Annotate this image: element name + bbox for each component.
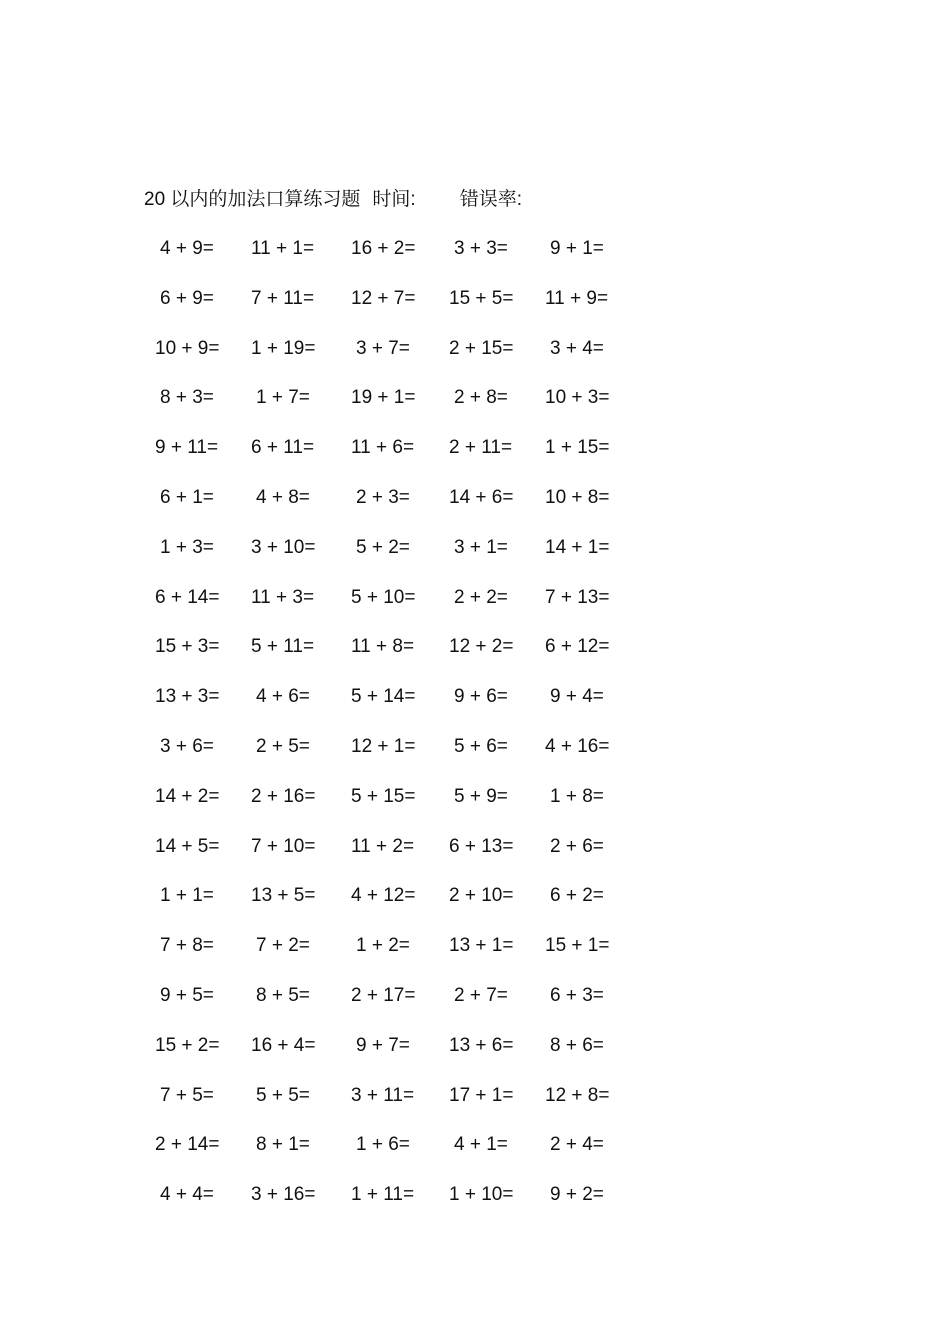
addition-problem: 9 + 4=: [550, 686, 604, 708]
addition-problem: 3 + 7=: [356, 337, 410, 359]
addition-problem: 15 + 2=: [155, 1034, 220, 1056]
addition-problem: 2 + 5=: [256, 735, 310, 757]
error-rate-label: 错误率:: [459, 189, 522, 210]
addition-problem: 4 + 8=: [256, 486, 310, 508]
addition-problem: 7 + 2=: [256, 935, 310, 957]
addition-problem: 2 + 4=: [550, 1134, 604, 1156]
addition-problem: 2 + 8=: [454, 387, 508, 409]
addition-problem: 4 + 6=: [256, 686, 310, 708]
addition-problem: 16 + 4=: [251, 1034, 316, 1056]
addition-problem: 2 + 15=: [449, 337, 514, 359]
addition-problem: 8 + 6=: [550, 1034, 604, 1056]
worksheet-header: [144, 186, 522, 214]
addition-problem: 14 + 1=: [545, 536, 610, 558]
addition-problem: 5 + 10=: [351, 586, 416, 608]
addition-problem: 5 + 2=: [356, 536, 410, 558]
addition-problem: 2 + 10=: [449, 885, 514, 907]
addition-problem: 3 + 16=: [251, 1184, 316, 1206]
addition-problem: 6 + 3=: [550, 984, 604, 1006]
addition-problem: 4 + 1=: [454, 1134, 508, 1156]
addition-problem: 1 + 2=: [356, 935, 410, 957]
addition-problem: 5 + 15=: [351, 785, 416, 807]
addition-problem: 1 + 1=: [160, 885, 214, 907]
addition-problem: 2 + 11=: [449, 437, 513, 459]
addition-problem: 2 + 14=: [155, 1134, 220, 1156]
addition-problem: 6 + 11=: [251, 437, 315, 459]
addition-problem: 8 + 3=: [160, 387, 214, 409]
addition-problem: 7 + 11=: [251, 287, 315, 309]
addition-problem: 3 + 6=: [160, 735, 214, 757]
addition-problem: 6 + 2=: [550, 885, 604, 907]
addition-problem: 9 + 1=: [550, 238, 604, 259]
addition-problem: 6 + 13=: [449, 835, 514, 857]
addition-problem: 5 + 11=: [251, 636, 315, 658]
addition-problem: 14 + 5=: [155, 835, 220, 857]
addition-problem: 4 + 4=: [160, 1184, 214, 1206]
addition-problem: 1 + 8=: [550, 785, 604, 807]
addition-problem: 4 + 9=: [160, 238, 214, 259]
addition-problem: 16 + 2=: [351, 238, 416, 259]
addition-problem: 1 + 10=: [449, 1184, 514, 1206]
addition-problem: 4 + 16=: [545, 735, 610, 757]
addition-problem: 14 + 6=: [449, 486, 514, 508]
addition-problem: 15 + 1=: [545, 935, 610, 957]
addition-problem: 13 + 5=: [251, 885, 316, 907]
addition-problem: 13 + 3=: [155, 686, 220, 708]
addition-problem: 11 + 3=: [251, 586, 315, 608]
addition-problem: 1 + 15=: [545, 437, 610, 459]
addition-problem: 13 + 6=: [449, 1034, 514, 1056]
addition-problem: 9 + 6=: [454, 686, 508, 708]
addition-problem: 11 + 1=: [251, 238, 315, 259]
addition-problem: 9 + 7=: [356, 1034, 410, 1056]
addition-problem: 2 + 6=: [550, 835, 604, 857]
addition-problem: 10 + 8=: [545, 486, 610, 508]
addition-problem: 2 + 2=: [454, 586, 508, 608]
addition-problem: 11 + 9=: [545, 287, 609, 309]
addition-problem: 3 + 10=: [251, 536, 316, 558]
addition-problem: 9 + 11=: [155, 437, 219, 459]
addition-problem: 1 + 7=: [256, 387, 310, 409]
addition-problem: 2 + 17=: [351, 984, 416, 1006]
addition-problem: 12 + 1=: [351, 735, 416, 757]
time-label: 时间:: [372, 189, 416, 210]
addition-problem: 1 + 11=: [351, 1184, 415, 1206]
worksheet-title: 20 以内的加法口算练习题: [144, 189, 361, 210]
addition-problem: 8 + 5=: [256, 984, 310, 1006]
addition-problem: 12 + 7=: [351, 287, 416, 309]
addition-problem: 12 + 2=: [449, 636, 514, 658]
addition-problem: 2 + 16=: [251, 785, 316, 807]
addition-problem: 12 + 8=: [545, 1084, 610, 1106]
addition-problem: 7 + 13=: [545, 586, 610, 608]
addition-problem: 3 + 4=: [550, 337, 604, 359]
addition-problem: 9 + 2=: [550, 1184, 604, 1206]
addition-problem: 1 + 6=: [356, 1134, 410, 1156]
addition-problem: 6 + 14=: [155, 586, 220, 608]
addition-problem: 17 + 1=: [449, 1084, 514, 1106]
addition-problem: 10 + 3=: [545, 387, 610, 409]
addition-problem: 19 + 1=: [351, 387, 416, 409]
addition-problem: 5 + 14=: [351, 686, 416, 708]
addition-problem: 6 + 1=: [160, 486, 214, 508]
addition-problem: 3 + 11=: [351, 1084, 415, 1106]
addition-problem: 14 + 2=: [155, 785, 220, 807]
addition-problem: 11 + 8=: [351, 636, 415, 658]
addition-problem: 13 + 1=: [449, 935, 514, 957]
addition-problem: 1 + 3=: [160, 536, 214, 558]
addition-problem: 2 + 7=: [454, 984, 508, 1006]
addition-problem: 6 + 9=: [160, 287, 214, 309]
addition-problem: 5 + 6=: [454, 735, 508, 757]
addition-problem: 8 + 1=: [256, 1134, 310, 1156]
addition-problem: 6 + 12=: [545, 636, 610, 658]
addition-problem: 1 + 19=: [251, 337, 316, 359]
addition-problem: 11 + 6=: [351, 437, 415, 459]
addition-problem: 10 + 9=: [155, 337, 220, 359]
addition-problem: 7 + 8=: [160, 935, 214, 957]
addition-problem: 7 + 10=: [251, 835, 316, 857]
addition-problem: 3 + 1=: [454, 536, 508, 558]
addition-problem: 9 + 5=: [160, 984, 214, 1006]
addition-problem: 2 + 3=: [356, 486, 410, 508]
addition-problem: 15 + 5=: [449, 287, 514, 309]
addition-problem: 11 + 2=: [351, 835, 415, 857]
addition-problem: 5 + 5=: [256, 1084, 310, 1106]
addition-problem: 4 + 12=: [351, 885, 416, 907]
addition-problem: 7 + 5=: [160, 1084, 214, 1106]
addition-problem: 3 + 3=: [454, 238, 508, 259]
addition-problem: 15 + 3=: [155, 636, 220, 658]
addition-problem: 5 + 9=: [454, 785, 508, 807]
